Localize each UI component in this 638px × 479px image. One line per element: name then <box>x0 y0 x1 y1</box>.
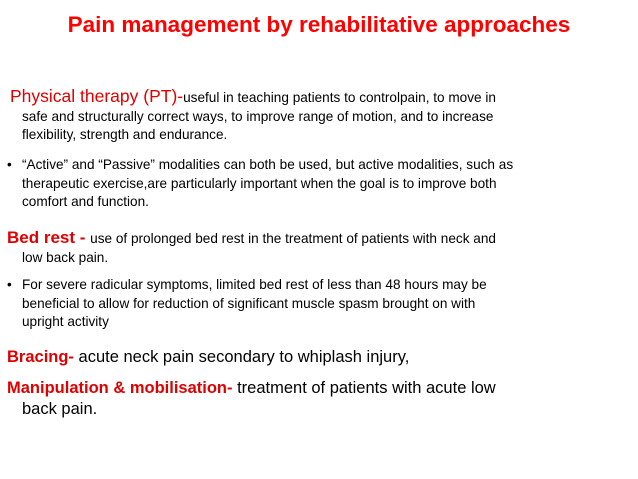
bracing-heading: Bracing- <box>7 348 79 366</box>
bracing-text: acute neck pain secondary to whiplash injury, <box>78 348 410 366</box>
bed-rest-heading: Bed rest - <box>7 228 91 247</box>
bed-rest-bullet-line-2: beneficial to allow for reduction of significant muscle spasm brought on with <box>22 295 476 311</box>
bed-rest-text-1: use of prolonged bed rest in the treatment of patients with neck and <box>90 231 496 246</box>
manipulation-heading: Manipulation & mobilisation- <box>7 379 238 397</box>
bullet-marker: • <box>7 277 12 292</box>
bed-rest-line-2: low back pain. <box>22 249 109 265</box>
bed-rest-paragraph <box>0 229 632 267</box>
pt-line-3: flexibility, strength and endurance. <box>22 127 228 142</box>
bracing-line <box>0 347 632 368</box>
manipulation-text-1: treatment of patients with acute low <box>237 379 496 397</box>
modalities-line-3: comfort and function. <box>22 194 149 209</box>
bed-rest-line-1 <box>0 229 632 249</box>
slide-title: Pain management by rehabilitative approaches <box>67 12 571 37</box>
pt-line-2: safe and structurally correct ways, to improve range of motion, and to increase <box>22 108 494 124</box>
bed-rest-bullet-line-1: For severe radicular symptoms, limited bed rest of less than 48 hours may be <box>22 277 487 292</box>
manipulation-paragraph <box>0 378 632 420</box>
modalities-line-2: therapeutic exercise,are particularly important when the goal is to improve both <box>22 175 497 191</box>
manipulation-line-2: back pain. <box>22 400 98 418</box>
bullet-marker: • <box>7 157 12 172</box>
pt-text-1: useful in teaching patients to controlpain, to move in <box>183 90 496 105</box>
modalities-bullet <box>0 156 632 212</box>
pt-line-1 <box>0 87 632 108</box>
bed-rest-bullet <box>0 276 632 332</box>
pt-heading: Physical therapy (PT)- <box>10 86 184 106</box>
bracing-paragraph <box>0 347 632 368</box>
modalities-line-1: “Active” and “Passive” modalities can both be used, but active modalities, such as <box>22 157 514 172</box>
physical-therapy-paragraph <box>0 87 632 145</box>
manipulation-line-1 <box>0 378 632 399</box>
bed-rest-bullet-line-3: upright activity <box>22 314 109 329</box>
